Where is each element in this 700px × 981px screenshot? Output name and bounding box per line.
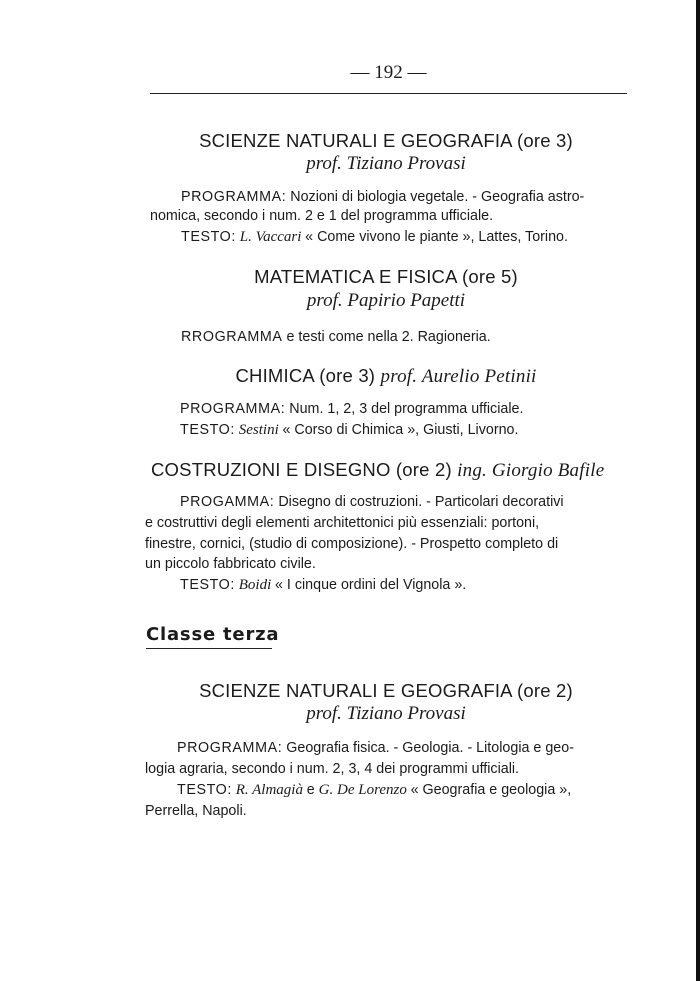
costruzioni-programma-4: un piccolo fabbricato civile.	[145, 556, 316, 572]
programma-line-1	[181, 189, 584, 205]
terza-testo-1	[177, 782, 571, 799]
testo-title: « Come vivono le piante », Lattes, Torino.	[305, 229, 568, 245]
programma-text: Num. 1, 2, 3 del programma ufficiale.	[285, 401, 524, 417]
heading-chimica-text: CHIMICA (ore 3)	[235, 365, 381, 386]
heading-costruzioni-disegno	[151, 459, 651, 482]
prof-scienze-naturali: prof. Tiziano Provasi	[306, 153, 466, 174]
programma-label: PROGRAMMA:	[180, 401, 286, 417]
prof-costruzioni: ing. Giorgio Bafile	[457, 460, 605, 481]
page-edge	[696, 0, 700, 981]
testo-label: TESTO:	[177, 782, 232, 798]
chimica-programma	[180, 401, 523, 417]
testo-title: « Geografia e geologia »,	[410, 782, 572, 798]
testo-author-1: R. Almagià	[231, 782, 307, 798]
terza-testo-2: Perrella, Napoli.	[145, 803, 247, 819]
programma-line-2: nomica, secondo i num. 2 e 1 del programma ufficiale.	[150, 208, 494, 224]
heading-chimica	[130, 365, 642, 388]
testo-author-2: G. De Lorenzo	[318, 782, 411, 798]
testo-label: TESTO:	[180, 577, 235, 593]
heading-scienze-naturali: SCIENZE NATURALI E GEOGRAFIA (ore 3)	[199, 130, 573, 151]
page-number: — 192 —	[350, 62, 427, 83]
costruzioni-testo	[180, 577, 466, 594]
costruzioni-programma-2: e costruttivi degli elementi architettonici più essenziali: portoni,	[145, 515, 540, 531]
programma-label: PROGRAMMA:	[181, 189, 287, 205]
matematica-text	[181, 329, 491, 345]
prof-matematica-fisica: prof. Papirio Papetti	[306, 290, 466, 311]
testo-author: Sestini	[234, 422, 283, 438]
testo-author: L. Vaccari	[235, 229, 306, 245]
costruzioni-programma-3: finestre, cornici, (studio di composizione). - Prospetto completo di	[145, 536, 559, 552]
programma-text: Nozioni di biologia vegetale. - Geografia astro-	[286, 189, 585, 205]
chimica-testo	[180, 422, 518, 439]
programma-label: RROGRAMMA	[181, 329, 283, 345]
heading-matematica-fisica: MATEMATICA E FISICA (ore 5)	[254, 266, 518, 287]
testo-author: Boidi	[234, 577, 275, 593]
programma-text: Geografia fisica. - Geologia. - Litologia e geo-	[282, 740, 574, 756]
terza-programma-1	[177, 740, 574, 756]
section-underline	[146, 648, 272, 649]
prof-scienze-naturali-terza: prof. Tiziano Provasi	[306, 703, 466, 724]
testo-line	[181, 229, 568, 246]
costruzioni-programma-1	[180, 494, 564, 510]
heading-scienze-naturali-terza: SCIENZE NATURALI E GEOGRAFIA (ore 2)	[199, 680, 573, 701]
programma-label: PROGRAMMA:	[177, 740, 283, 756]
testo-label: TESTO:	[180, 422, 235, 438]
testo-title: « I cinque ordini del Vignola ».	[274, 577, 467, 593]
section-title: Classe terza	[146, 624, 280, 645]
programma-text: Disegno di costruzioni. - Particolari decorativi	[274, 494, 564, 510]
terza-programma-2: logia agraria, secondo i num. 2, 3, 4 dei programmi ufficiali.	[145, 761, 520, 777]
programma-text: e testi come nella 2. Ragioneria.	[282, 329, 491, 345]
header-rule	[150, 93, 627, 94]
testo-conjunction: e	[306, 782, 319, 798]
heading-costruzioni-text: COSTRUZIONI E DISEGNO (ore 2)	[151, 459, 458, 480]
programma-label: PROGAMMA:	[180, 494, 275, 510]
testo-title: « Corso di Chimica », Giusti, Livorno.	[282, 422, 519, 438]
testo-label: TESTO:	[181, 229, 236, 245]
prof-chimica: prof. Aurelio Petinii	[380, 366, 537, 387]
